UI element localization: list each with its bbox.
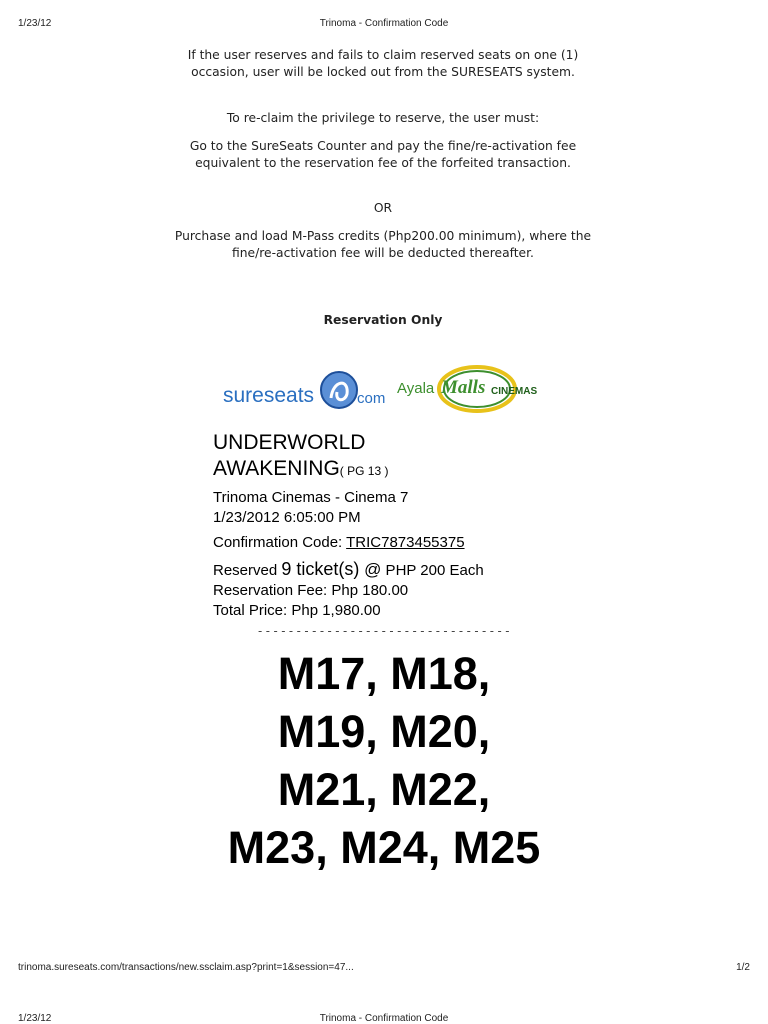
next-page-header-title: Trinoma - Confirmation Code xyxy=(319,1013,449,1024)
seat-line-3: M21, M22, xyxy=(277,764,491,815)
movie-title-line1: UNDERWORLD xyxy=(213,431,366,454)
seat-line-2: M19, M20, xyxy=(277,706,491,757)
sureseats-logo xyxy=(223,368,393,412)
footer-page-number: 1/2 xyxy=(736,962,750,973)
page-header-date: 1/23/12 xyxy=(18,18,52,29)
logo-bar xyxy=(215,362,555,416)
sureseats-swirl-icon xyxy=(319,368,359,412)
show-datetime: 1/23/2012 6:05:00 PM xyxy=(213,509,361,526)
reserved-label: Reserved xyxy=(213,562,282,579)
next-page-header-date: 1/23/12 xyxy=(18,1013,52,1024)
page-header-title: Trinoma - Confirmation Code xyxy=(319,18,449,29)
notice-lockout: If the user reserves and fails to claim reserved seats on one (1) occasion, user will be locked out from the SURESEATS system. xyxy=(187,48,579,79)
movie-rating: ( PG 13 ) xyxy=(339,464,389,478)
cinemas-logo-text: CINEMAS xyxy=(491,386,538,397)
notice-option-mpass: Purchase and load M-Pass credits (Php200.00 minimum), where the fine/re-activation fee will be deducted thereafter. xyxy=(174,229,592,260)
seat-line-1: M17, M18, xyxy=(277,648,491,699)
malls-logo-text: Malls xyxy=(441,377,486,398)
movie-title-line2: AWAKENING xyxy=(213,457,340,480)
confirmation-code-row xyxy=(213,533,465,552)
price-each: PHP 200 Each xyxy=(381,562,484,579)
divider-line: --------------------------------- xyxy=(256,624,512,638)
at-sign: @ xyxy=(359,560,382,579)
notice-reclaim-heading: To re-claim the privilege to reserve, the user must: xyxy=(226,111,540,125)
confirmation-code: TRIC7873455375 xyxy=(346,534,465,551)
footer-url: trinoma.sureseats.com/transactions/new.ssclaim.asp?print=1&session=47... xyxy=(18,962,354,973)
ayala-malls-cinemas-logo xyxy=(397,364,557,414)
total-price: Total Price: Php 1,980.00 xyxy=(213,602,381,619)
reserved-tickets-row xyxy=(213,560,484,580)
seat-line-4: M23, M24, M25 xyxy=(227,822,541,873)
reservation-only-label: Reservation Only xyxy=(323,313,443,327)
sureseats-logo-text: sureseats xyxy=(223,384,315,407)
seat-list xyxy=(0,645,768,877)
confirmation-code-label: Confirmation Code: xyxy=(213,534,347,551)
cinema-name: Trinoma Cinemas - Cinema 7 xyxy=(213,489,409,506)
ticket-word: ticket(s) xyxy=(291,559,360,579)
ayala-logo-text: Ayala xyxy=(397,380,435,397)
notice-or: OR xyxy=(373,201,393,215)
sureseats-logo-suffix: com xyxy=(357,390,386,407)
ticket-count: 9 xyxy=(281,559,292,579)
reservation-fee: Reservation Fee: Php 180.00 xyxy=(213,582,409,599)
notice-option-counter: Go to the SureSeats Counter and pay the fine/re-activation fee equivalent to the reservation fee of the forfeited transaction. xyxy=(189,139,577,170)
movie-title xyxy=(213,430,388,484)
